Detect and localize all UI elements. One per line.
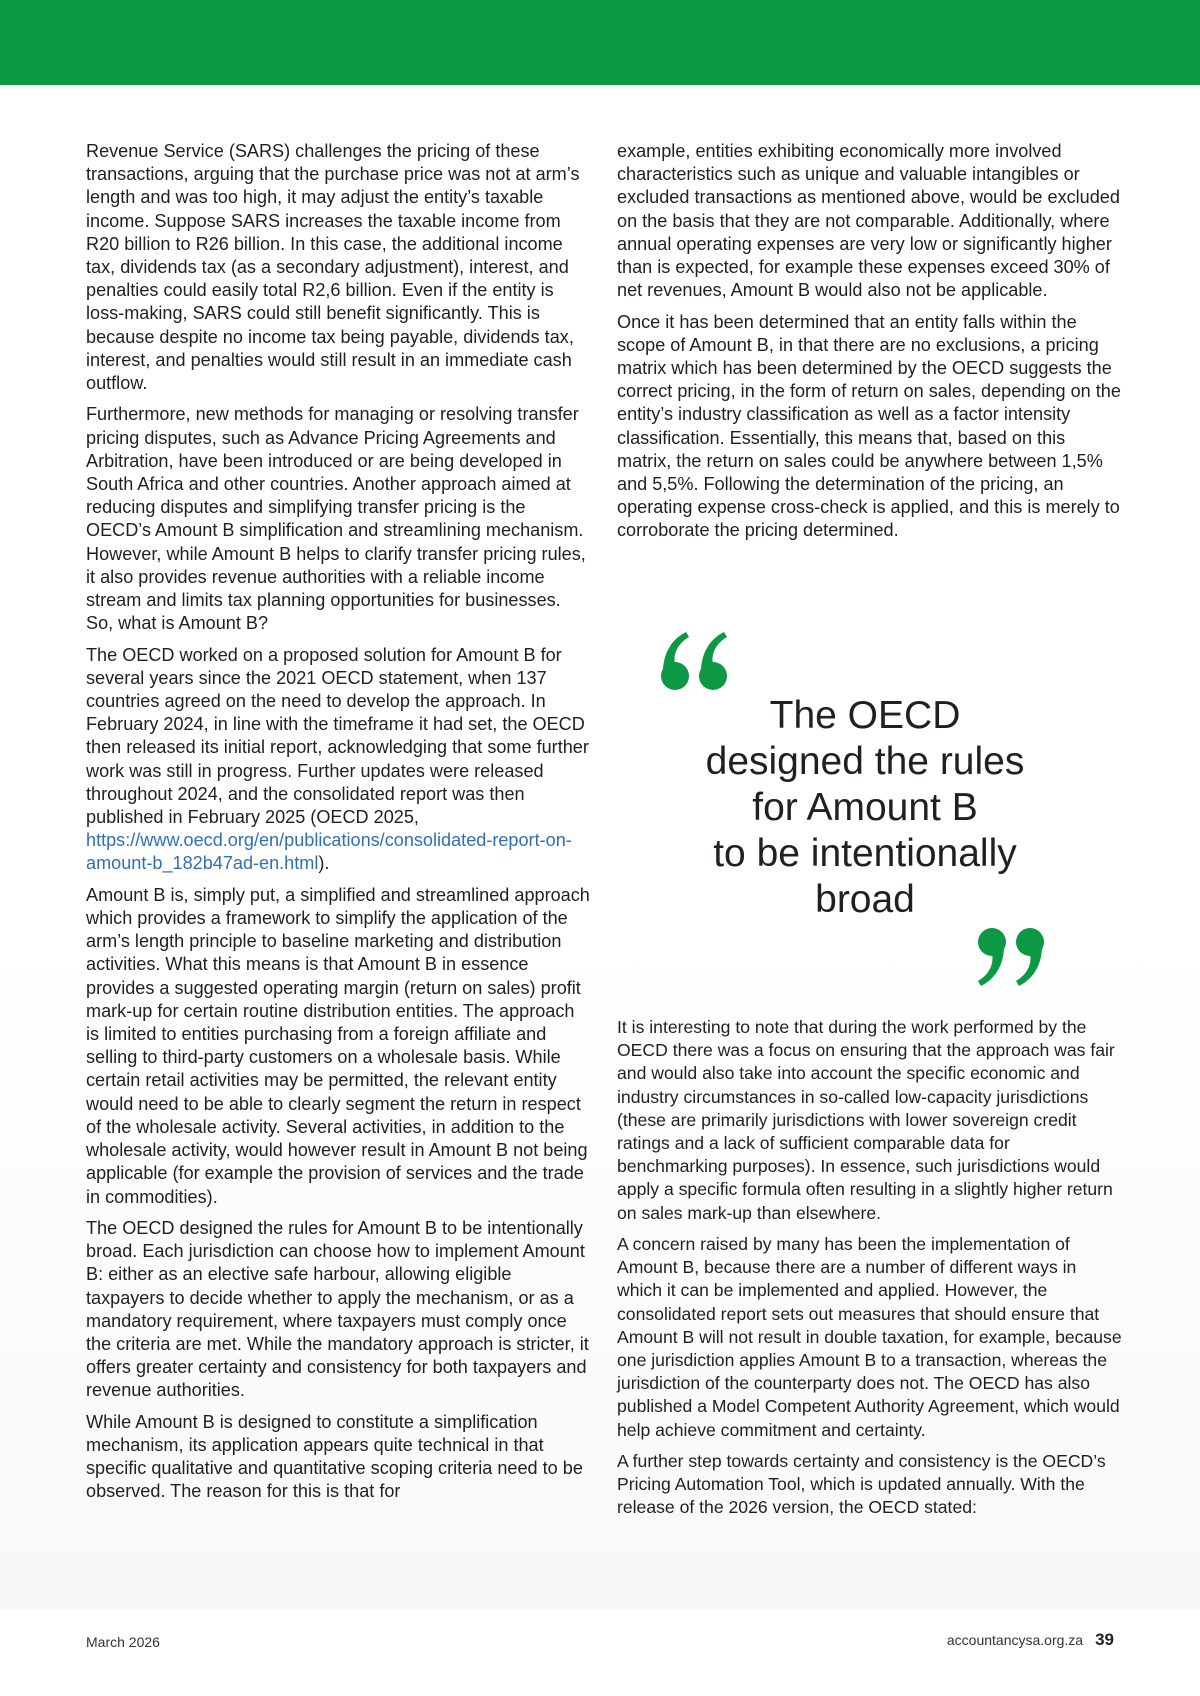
paragraph-sars: Revenue Service (SARS) challenges the pricing of these transactions, arguing that the purchase price was not at arm’s length and was too high, it may adjust the entity’s taxable income. Suppose SARS increases the taxable income from R20 billion to R26 billion. In this case, the additional income tax, dividends tax (as a secondary adjustment), interest, and penalties could easily total R2,6 billion. Even if the entity is loss-making, SARS could still benefit significantly. This is because despite no income tax being payable, dividends tax, interest, and penalties would still result in an immediate cash outflow.: [86, 141, 580, 394]
left-column: [86, 140, 591, 1512]
pull-quote-line: to be intentionally: [713, 832, 1017, 875]
footer-date: March 2026: [86, 1634, 160, 1650]
pull-quote-line: The OECD: [769, 694, 961, 737]
paragraph-low-capacity: It is interesting to note that during the work performed by the OECD there was a focus on ensuring that the approach was fair and would also take into account the specific economic and industry circumstances in so-called low-capacity jurisdictions (these are primarily jurisdictions with lower sovereign credit ratings and a lack of sufficient comparable data for benchmarking purposes). In essence, such jurisdictions would apply a specific formula often resulting in a slightly higher return on sales mark-up than elsewhere.: [617, 1017, 1115, 1223]
right-column-top: [617, 140, 1122, 551]
footer-right: [947, 1630, 1114, 1650]
footer-site[interactable]: accountancysa.org.za: [946, 1632, 1084, 1648]
paragraph-amount-b: Amount B is, simply put, a simplified and streamlined approach which provides a framework to simplify the application of the arm’s length principle to baseline marketing and distribution activities. What this means is that Amount B in essence provides a suggested operating margin (return on sales) profit mark-up for certain routine distribution entities. The approach is limited to entities purchasing from a foreign affiliate and selling to third-party customers on a wholesale basis. While certain retail activities may be permitted, the relevant entity would need to be able to clearly segment the return in respect of the wholesale activity. Several activities, in addition to the wholesale activity, would however result in Amount B not being applicable (for example the provision of services and the trade in commodities).: [86, 884, 590, 1207]
paragraph-implementation: A concern raised by many has been the implementation of Amount B, because there are a number of different ways in which it can be implemented and applied. However, the consolidated report sets out measures that should ensure that Amount B will not result in double taxation, for example, because one jurisdiction applies Amount B to a transaction, whereas the jurisdiction of the counterparty does not. The OECD has also published a Model Competent Authority Agreement, which would help achieve commitment and certainty.: [617, 1234, 1122, 1440]
paragraph-oecd-history: [86, 644, 591, 876]
oecd-report-link[interactable]: https://www.oecd.org/en/publications/consolidated-report-on-amount-b_182b47ad-en.html: [86, 830, 572, 874]
right-column-bottom: [617, 1016, 1122, 1528]
paragraph-scope: While Amount B is designed to constitute a simplification mechanism, its application appears quite technical in that specific qualitative and quantitative scoping criteria need to be observed. The reason for this is that for: [86, 1411, 583, 1502]
oecd-history-text: The OECD worked on a proposed solution for Amount B for several years since the 2021 OECD statement, when 137 countries agreed on the need to develop the approach. In February 2024, in line with the timeframe it had set, the OECD then released its initial report, acknowledging that some further work was still in progress. Further updates were released throughout 2024, and the consolidated report was then published in February 2025 (OECD 2025,: [86, 644, 589, 828]
paragraph-pricing-tool: A further step towards certainty and consistency is the OECD’s Pricing Automation Tool, which is updated annually. With the release of the 2026 version, the OECD stated:: [617, 1451, 1106, 1518]
pull-quote-line: broad: [815, 878, 915, 921]
pull-quote-line: for Amount B: [752, 786, 978, 829]
open-quote-icon: [658, 620, 738, 700]
paragraph-disputes: Furthermore, new methods for managing or resolving transfer pricing disputes, such as Advance Pricing Agreements and Arbitration, have been introduced or are being developed in South Africa and other countries. Another approach aimed at reducing disputes and simplifying transfer pricing is the OECD’s Amount B simplification and streamlining mechanism. However, while Amount B helps to clarify transfer pricing rules, it also provides revenue authorities with a reliable income stream and limits tax planning opportunities for businesses. So, what is Amount B?: [86, 404, 586, 634]
close-quote-icon: [967, 918, 1047, 998]
paragraph-exclusions: example, entities exhibiting economically more involved characteristics such as unique and valuable intangibles or excluded transactions as mentioned above, would be excluded on the basis that they are not comparable. Additionally, where annual operating expenses are very low or significantly higher than is expected, for example these expenses exceed 30% of net revenues, Amount B would also not be applicable.: [617, 141, 1120, 301]
pull-quote: [660, 693, 1070, 923]
paragraph-rules: The OECD designed the rules for Amount B to be intentionally broad. Each jurisdiction can choose how to implement Amount B: either as an elective safe harbour, allowing eligible taxpayers to decide whether to apply the mechanism, or as a mandatory requirement, where taxpayers must comply once the criteria are met. While the mandatory approach is stricter, it offers greater certainty and consistency for both taxpayers and revenue authorities.: [86, 1217, 589, 1401]
page-number: 39: [1095, 1630, 1114, 1649]
header-band: [0, 0, 1200, 85]
paragraph-pricing-matrix: Once it has been determined that an entity falls within the scope of Amount B, in that there are no exclusions, a pricing matrix which has been determined by the OECD suggests the correct pricing, in the form of return on sales, depending on the entity’s industry classification as well as a factor intensity classification. Essentially, this means that, based on this matrix, the return on sales could be anywhere between 1,5% and 5,5%. Following the determination of the pricing, an operating expense cross-check is applied, and this is merely to corroborate the pricing determined.: [617, 311, 1121, 541]
pull-quote-line: designed the rules: [705, 740, 1025, 783]
oecd-history-close: ).: [318, 853, 330, 874]
